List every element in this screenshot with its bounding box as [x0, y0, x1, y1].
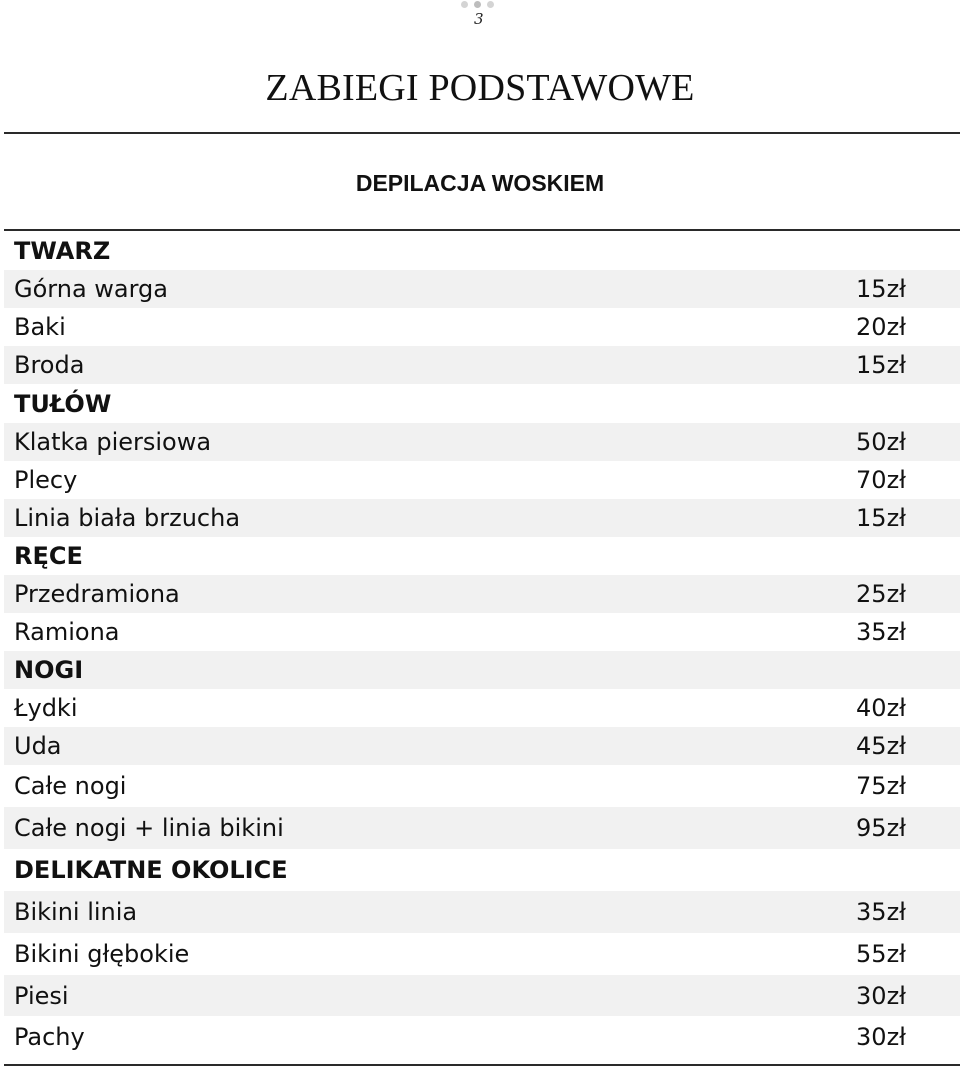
category-row: [4, 651, 960, 689]
category-label: TWARZ: [14, 236, 111, 265]
section-subtitle: DEPILACJA WOSKIEM: [355, 170, 605, 196]
treatment-name: Bikini linia: [14, 898, 138, 926]
treatment-price: 20zł: [856, 313, 906, 341]
treatment-price: 40zł: [856, 694, 906, 722]
category-label: RĘCE: [14, 542, 83, 570]
treatment-name: Ramiona: [14, 618, 120, 646]
treatment-name: Linia biała brzucha: [14, 504, 241, 532]
treatment-price: 30zł: [856, 981, 906, 1010]
price-row: [4, 689, 960, 727]
treatment-price: 95zł: [856, 814, 906, 842]
treatment-price: 35zł: [856, 898, 906, 926]
treatment-name: Uda: [14, 732, 62, 760]
price-row: [4, 891, 960, 933]
price-row: [4, 308, 960, 346]
price-row: [4, 975, 960, 1016]
ornament-dot: [487, 1, 494, 8]
treatment-name: Łydki: [14, 694, 78, 722]
page-number: 3: [474, 10, 484, 28]
treatment-price: 15zł: [856, 275, 906, 303]
price-row: [4, 461, 960, 499]
price-row: [4, 1016, 960, 1058]
price-row: [4, 499, 960, 537]
price-row: [4, 807, 960, 849]
ornament-dot: [474, 1, 481, 8]
treatment-name: Pachy: [14, 1023, 85, 1051]
price-row: [4, 575, 960, 613]
treatment-name: Piesi: [14, 981, 69, 1010]
treatment-price: 15zł: [856, 351, 906, 379]
category-row: [4, 849, 960, 891]
price-row: [4, 727, 960, 765]
treatment-name: Plecy: [14, 466, 78, 494]
price-row: [4, 613, 960, 651]
treatment-name: Baki: [14, 313, 66, 341]
treatment-price: 75zł: [856, 772, 906, 800]
treatment-price: 30zł: [856, 1023, 906, 1051]
treatment-price: 45zł: [856, 732, 906, 760]
ornament-dot: [461, 1, 468, 8]
price-row: [4, 270, 960, 308]
category-row: [4, 537, 960, 575]
treatment-name: Klatka piersiowa: [14, 428, 212, 456]
treatment-name: Górna warga: [14, 275, 168, 303]
category-row: [4, 231, 960, 270]
category-label: NOGI: [14, 656, 84, 684]
page-title: ZABIEGI PODSTAWOWE: [265, 67, 695, 109]
treatment-price: 50zł: [856, 428, 906, 456]
category-label: DELIKATNE OKOLICE: [14, 856, 288, 884]
treatment-name: Całe nogi: [14, 772, 127, 800]
treatment-name: Bikini głębokie: [14, 940, 190, 968]
price-row: [4, 933, 960, 975]
price-table: [4, 231, 960, 1058]
treatment-name: Całe nogi + linia bikini: [14, 814, 284, 842]
price-row: [4, 423, 960, 461]
category-label: TUŁÓW: [14, 389, 112, 418]
treatment-name: Przedramiona: [14, 580, 180, 608]
price-row: [4, 346, 960, 384]
table-bottom-border: [4, 1064, 960, 1066]
title-divider: [4, 132, 960, 134]
treatment-price: 15zł: [856, 504, 906, 532]
treatment-price: 35zł: [856, 618, 906, 646]
treatment-price: 25zł: [856, 580, 906, 608]
category-row: [4, 384, 960, 423]
treatment-price: 70zł: [856, 466, 906, 494]
treatment-name: Broda: [14, 351, 85, 379]
price-row: [4, 765, 960, 807]
page-ornament: [461, 1, 494, 8]
treatment-price: 55zł: [856, 940, 906, 968]
